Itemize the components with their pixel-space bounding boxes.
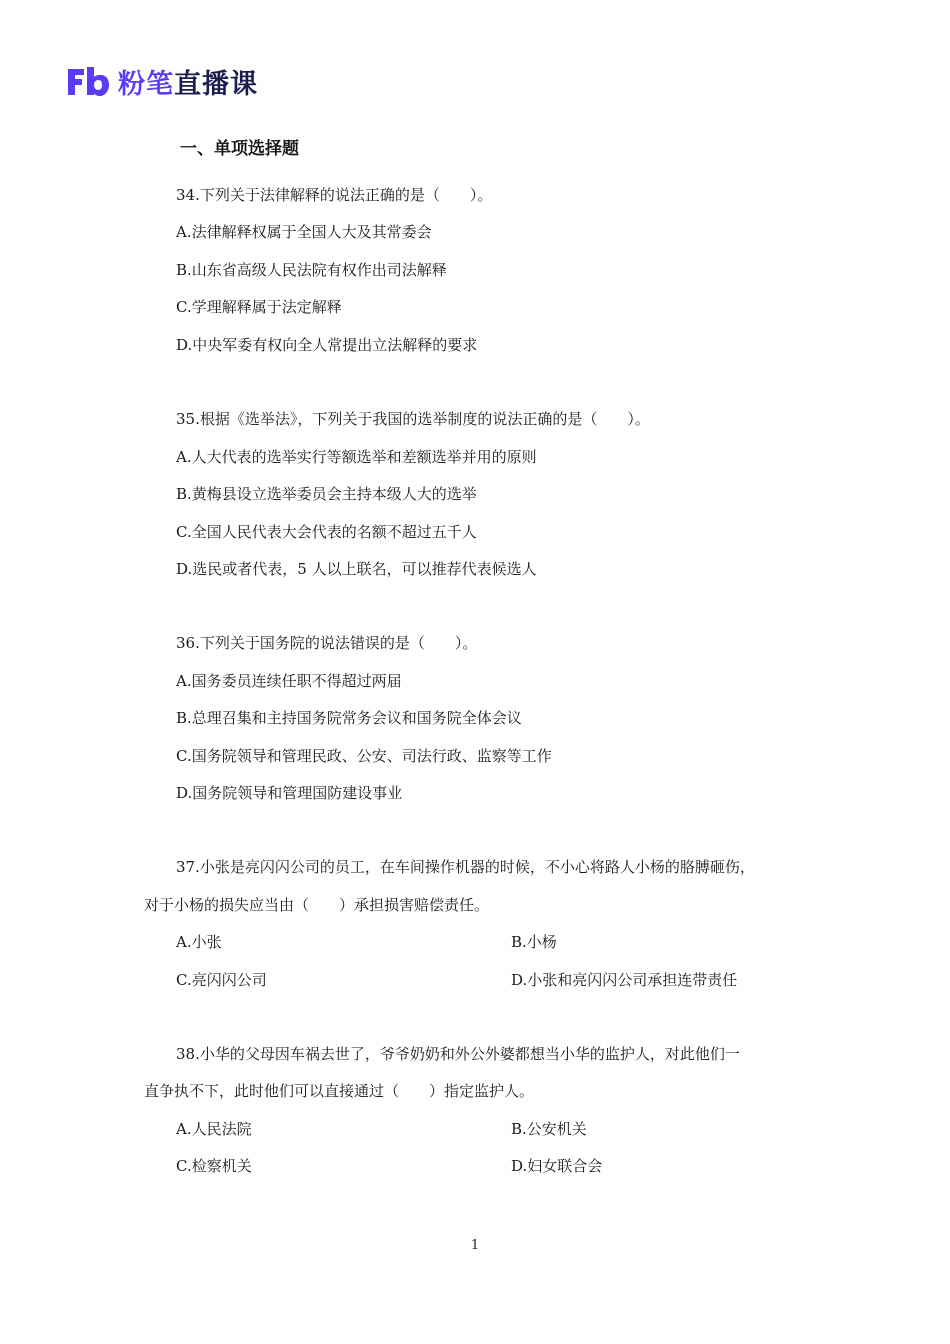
question-35-option-d: D.选民或者代表，5 人以上联名，可以推荐代表候选人 [176, 560, 537, 578]
question-35-option-c: C.全国人民代表大会代表的名额不超过五千人 [176, 523, 477, 541]
question-36-option-d: D.国务院领导和管理国防建设事业 [176, 784, 403, 802]
section-title: 一、单项选择题 [180, 139, 299, 159]
question-36-option-a: A.国务委员连续任职不得超过两届 [176, 672, 402, 690]
question-35-option-a: A.人大代表的选举实行等额选举和差额选举并用的原则 [176, 448, 537, 466]
question-34-stem: 34.下列关于法律解释的说法正确的是（ ）。 [176, 186, 493, 204]
question-38-option-a: A.人民法院 [176, 1120, 252, 1138]
brand-name: 粉笔直播课 [118, 69, 258, 100]
question-37-option-c: C.亮闪闪公司 [176, 971, 267, 989]
question-37-stem-line2: 对于小杨的损失应当由（ ）承担损害赔偿责任。 [144, 896, 490, 914]
question-38-option-d: D.妇女联合会 [511, 1157, 603, 1175]
question-37-option-d: D.小张和亮闪闪公司承担连带责任 [511, 971, 738, 989]
question-37-option-b: B.小杨 [511, 933, 557, 951]
question-34-option-b: B.山东省高级人民法院有权作出司法解释 [176, 261, 447, 279]
question-37-option-a: A.小张 [176, 933, 222, 951]
question-34-option-d: D.中央军委有权向全人常提出立法解释的要求 [176, 336, 478, 354]
question-37-stem-line1: 37.小张是亮闪闪公司的员工，在车间操作机器的时候，不小心将路人小杨的胳膊砸伤， [176, 858, 755, 876]
question-38-option-c: C.检察机关 [176, 1157, 252, 1175]
question-36-option-b: B.总理召集和主持国务院常务会议和国务院全体会议 [176, 709, 522, 727]
question-35-stem: 35.根据《选举法》，下列关于我国的选举制度的说法正确的是（ ）。 [176, 410, 650, 428]
question-36-stem: 36.下列关于国务院的说法错误的是（ ）。 [176, 634, 478, 652]
question-38-stem-line1: 38.小华的父母因车祸去世了，爷爷奶奶和外公外婆都想当小华的监护人，对此他们一 [176, 1045, 740, 1063]
page-number: 1 [470, 1238, 480, 1253]
question-36-option-c: C.国务院领导和管理民政、公安、司法行政、监察等工作 [176, 747, 552, 765]
fb-logo-icon [66, 65, 110, 99]
question-38-stem-line2: 直争执不下，此时他们可以直接通过（ ）指定监护人。 [144, 1082, 535, 1100]
question-34-option-c: C.学理解释属于法定解释 [176, 298, 342, 316]
question-34-option-a: A.法律解释权属于全国人大及其常委会 [176, 223, 432, 241]
question-38-option-b: B.公安机关 [511, 1120, 587, 1138]
question-35-option-b: B.黄梅县设立选举委员会主持本级人大的选举 [176, 485, 477, 503]
brand-logo [66, 62, 258, 101]
